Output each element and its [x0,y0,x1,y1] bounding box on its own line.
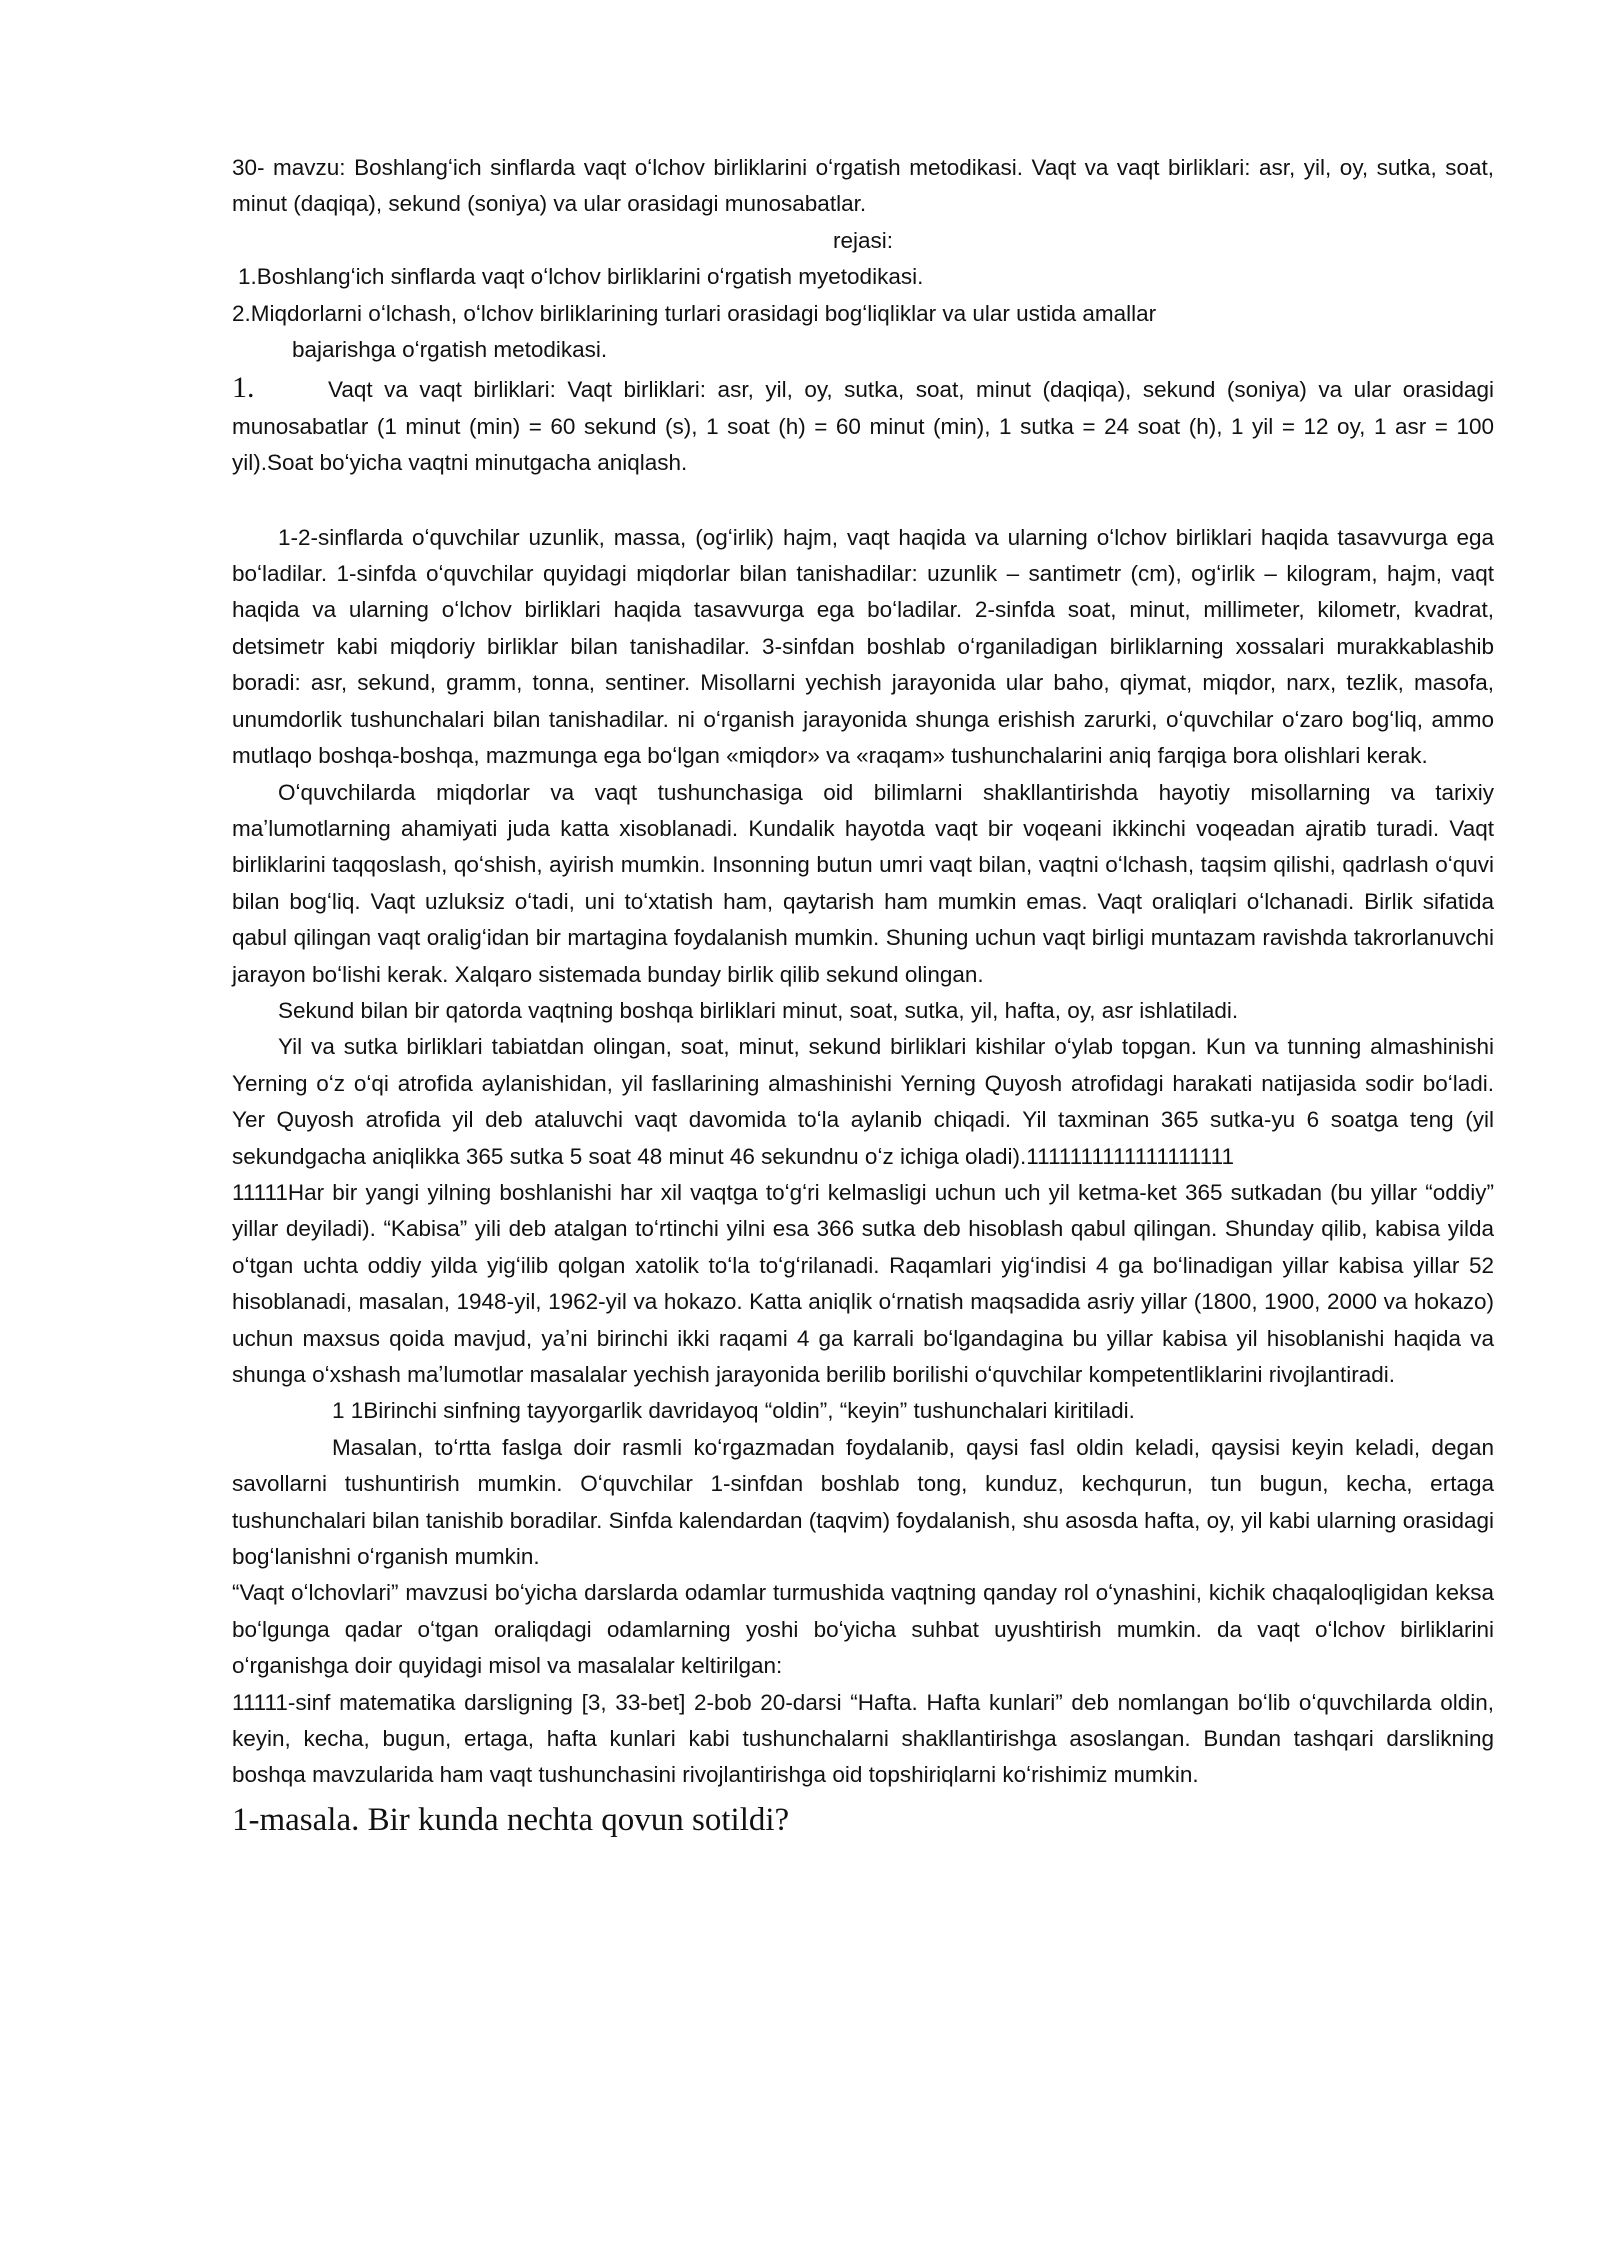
task-heading: 1-masala. Bir kunda nechta qovun sotildi? [232,1801,790,1838]
plan-item-2-continuation: bajarishga oʻrgatish metodikasi. [292,337,608,363]
section-1 [232,370,1494,481]
paragraph: 11111Har bir yangi yilning boshlanishi har xil vaqtga toʻgʻri kelmasligi uchun uch yil ketma-ket 365 sutkadan (bu yillar “oddiy” yillar deyiladi). “Kabisa” yili deb atalgan toʻrtinchi yilni esa 366 sutka deb hisoblash qabul qilingan. Shunday qilib, kabisa yilda oʻtgan uchta oddiy yilda yigʻilib qolgan xatolik toʻla toʻgʻrilanadi. Raqamlari yigʻindisi 4 ga boʻlinadigan yillar kabisa yillar 52 hisoblanadi, masalan, 1948-yil, 1962-yil va hokazo. Katta aniqlik oʻrnatish maqsadida asriy yillar (1800, 1900, 2000 va hokazo) uchun maxsus qoida mavjud, yaʼni birinchi ikki raqami 4 ga karrali boʻlgandagina bu yillar kabisa yil hisoblanishi haqida va shunga oʻxshash maʼlumotlar masalalar yechish jarayonida berilib borilishi oʻquvchilar kompetentliklarini rivojlantiradi. [232,1179,1494,1387]
paragraph: Masalan, toʻrtta faslga doir rasmli koʻrgazmadan foydalanib, qaysi fasl oldin keladi, qaysisi keyin keladi, degan savollarni tushuntirish mumkin. Oʻquvchilar 1-sinfdan boshlab tong, kunduz, kechqurun, tun bugun, kecha, ertaga tushunchalari bilan tanishib boradilar. Sinfda kalendardan (taqvim) foydalanish, shu asosda hafta, oy, yil kabi ularning orasidagi bogʻlanishni oʻrganish mumkin. [232,1434,1494,1570]
document-title: 30- mavzu: Boshlangʻich sinflarda vaqt oʻlchov birliklarini oʻrgatish metodikasi. Vaqt va vaqt birliklari: asr, yil, oy, sutka, soat, minut (daqiqa), sekund (soniya) va ular orasidagi munosabatlar. [232,155,1494,217]
paragraph: 11111-sinf matematika darsligning [3, 33-bet] 2-bob 20-darsi “Hafta. Hafta kunlari” deb nomlangan boʻlib oʻquvchilarda oldin, keyin, kecha, bugun, ertaga, hafta kunlari kabi tushunchalarni shakllantirishga asoslangan. Bundan tashqari darslikning boshqa mavzularida ham vaqt tushunchasini rivojlantirishga oid topshiriqlarni koʻrishimiz mumkin. [232,1689,1494,1788]
section-1-number: 1. [232,371,255,405]
document-page [232,150,1494,1842]
paragraph: 1-2-sinflarda oʻquvchilar uzunlik, massa, (ogʻirlik) hajm, vaqt haqida va ularning oʻlchov birliklari haqida tasavvurga ega boʻladilar. 1-sinfda oʻquvchilar quyidagi miqdorlar bilan tanishadilar: uzunlik – santimetr (cm), ogʻirlik – kilogram, hajm, vaqt haqida va ularning oʻlchov birliklari haqida tasavvurga ega boʻladilar. 2-sinfda soat, minut, millimeter, kilometr, kvadrat, detsimetr kabi miqdoriy birliklar bilan tanishadilar. 3-sinfdan boshlab oʻrganiladigan birliklarning xossalari murakkablashib boradi: asr, sekund, gramm, tonna, sentiner. Misollarni yechish jarayonida ular baho, qiymat, miqdor, narx, tezlik, masofa, unumdorlik tushunchalari bilan tanishadilar. ni oʻrganish jarayonida shunga erishish zarurki, oʻquvchilar oʻzaro bogʻliq, ammo mutlaqo boshqa-boshqa, mazmunga ega boʻlgan «miqdor» va «raqam» tushunchalarini aniq farqiga bora olishlari kerak. [232,524,1494,769]
section-1-text: Vaqt va vaqt birliklari: Vaqt birliklari: asr, yil, oy, sutka, soat, minut (daqiqa), sekund (soniya) va ular orasidagi munosabatlar (1 minut (min) = 60 sekund (s), 1 soat (h) = 60 minut (min), 1 sutka = 24 soat (h), 1 yil = 12 oy, 1 asr = 100 yil).Soat boʻyicha vaqtni minutgacha aniqlash. [232,377,1494,476]
paragraph: “Vaqt oʻlchovlari” mavzusi boʻyicha darslarda odamlar turmushida vaqtning qanday rol oʻynashini, kichik chaqaloqligidan keksa boʻlgunga qadar oʻtgan oraliqdagi odamlarning yoshi boʻyicha suhbat uyushtirish mumkin. da vaqt oʻlchov birliklarini oʻrganishga doir quyidagi misol va masalalar keltirilgan: [232,1580,1494,1679]
plan-item-1: 1.Boshlangʻich sinflarda vaqt oʻlchov birliklarini oʻrgatish myetodikasi. [238,264,924,290]
plan-heading: rejasi: [832,227,894,253]
paragraph: Sekund bilan bir qatorda vaqtning boshqa birliklari minut, soat, sutka, yil, hafta, oy, asr ishlatiladi. [278,997,1239,1023]
paragraph: 1 1Birinchi sinfning tayyorgarlik davridayoq “oldin”, “keyin” tushunchalari kiritiladi. [332,1398,1135,1424]
blank-line [232,482,1494,520]
paragraph: Oʻquvchilarda miqdorlar va vaqt tushunchasiga oid bilimlarni shakllantirishda hayotiy misollarning va tarixiy maʼlumotlarning ahamiyati juda katta xisoblanadi. Kundalik hayotda vaqt bir voqeani ikkinchi voqeadan ajratib turadi. Vaqt birliklarini taqqoslash, qoʻshish, ayirish mumkin. Insonning butun umri vaqt bilan, vaqtni oʻlchash, taqsim qilishi, qadrlash oʻquvi bilan bogʻliq. Vaqt uzluksiz oʻtadi, uni toʻxtatish ham, qaytarish ham mumkin emas. Vaqt oraliqlari oʻlchanadi. Birlik sifatida qabul qilingan vaqt oraligʻidan bir martagina foydalanish mumkin. Shuning uchun vaqt birligi muntazam ravishda takrorlanuvchi jarayon boʻlishi kerak. Xalqaro sistemada bunday birlik qilib sekund olingan. [232,779,1494,987]
paragraph: Yil va sutka birliklari tabiatdan olingan, soat, minut, sekund birliklari kishilar oʻylab topgan. Kun va tunning almashinishi Yerning oʻz oʻqi atrofida aylanishidan, yil fasllarining almashinishi Yerning Quyosh atrofidagi harakati natijasida sodir boʻladi. Yer Quyosh atrofida yil deb ataluvchi vaqt davomida toʻla aylanib chiqadi. Yil taxminan 365 sutka-yu 6 soatga teng (yil sekundgacha aniqlikka 365 sutka 5 soat 48 minut 46 sekundnu oʻz ichiga oladi).1111111111111111111 [232,1034,1494,1169]
plan-item-2: 2.Miqdorlarni oʻlchash, oʻlchov birliklarining turlari orasidagi bogʻliqliklar va ular ustida amallar [232,300,1157,326]
